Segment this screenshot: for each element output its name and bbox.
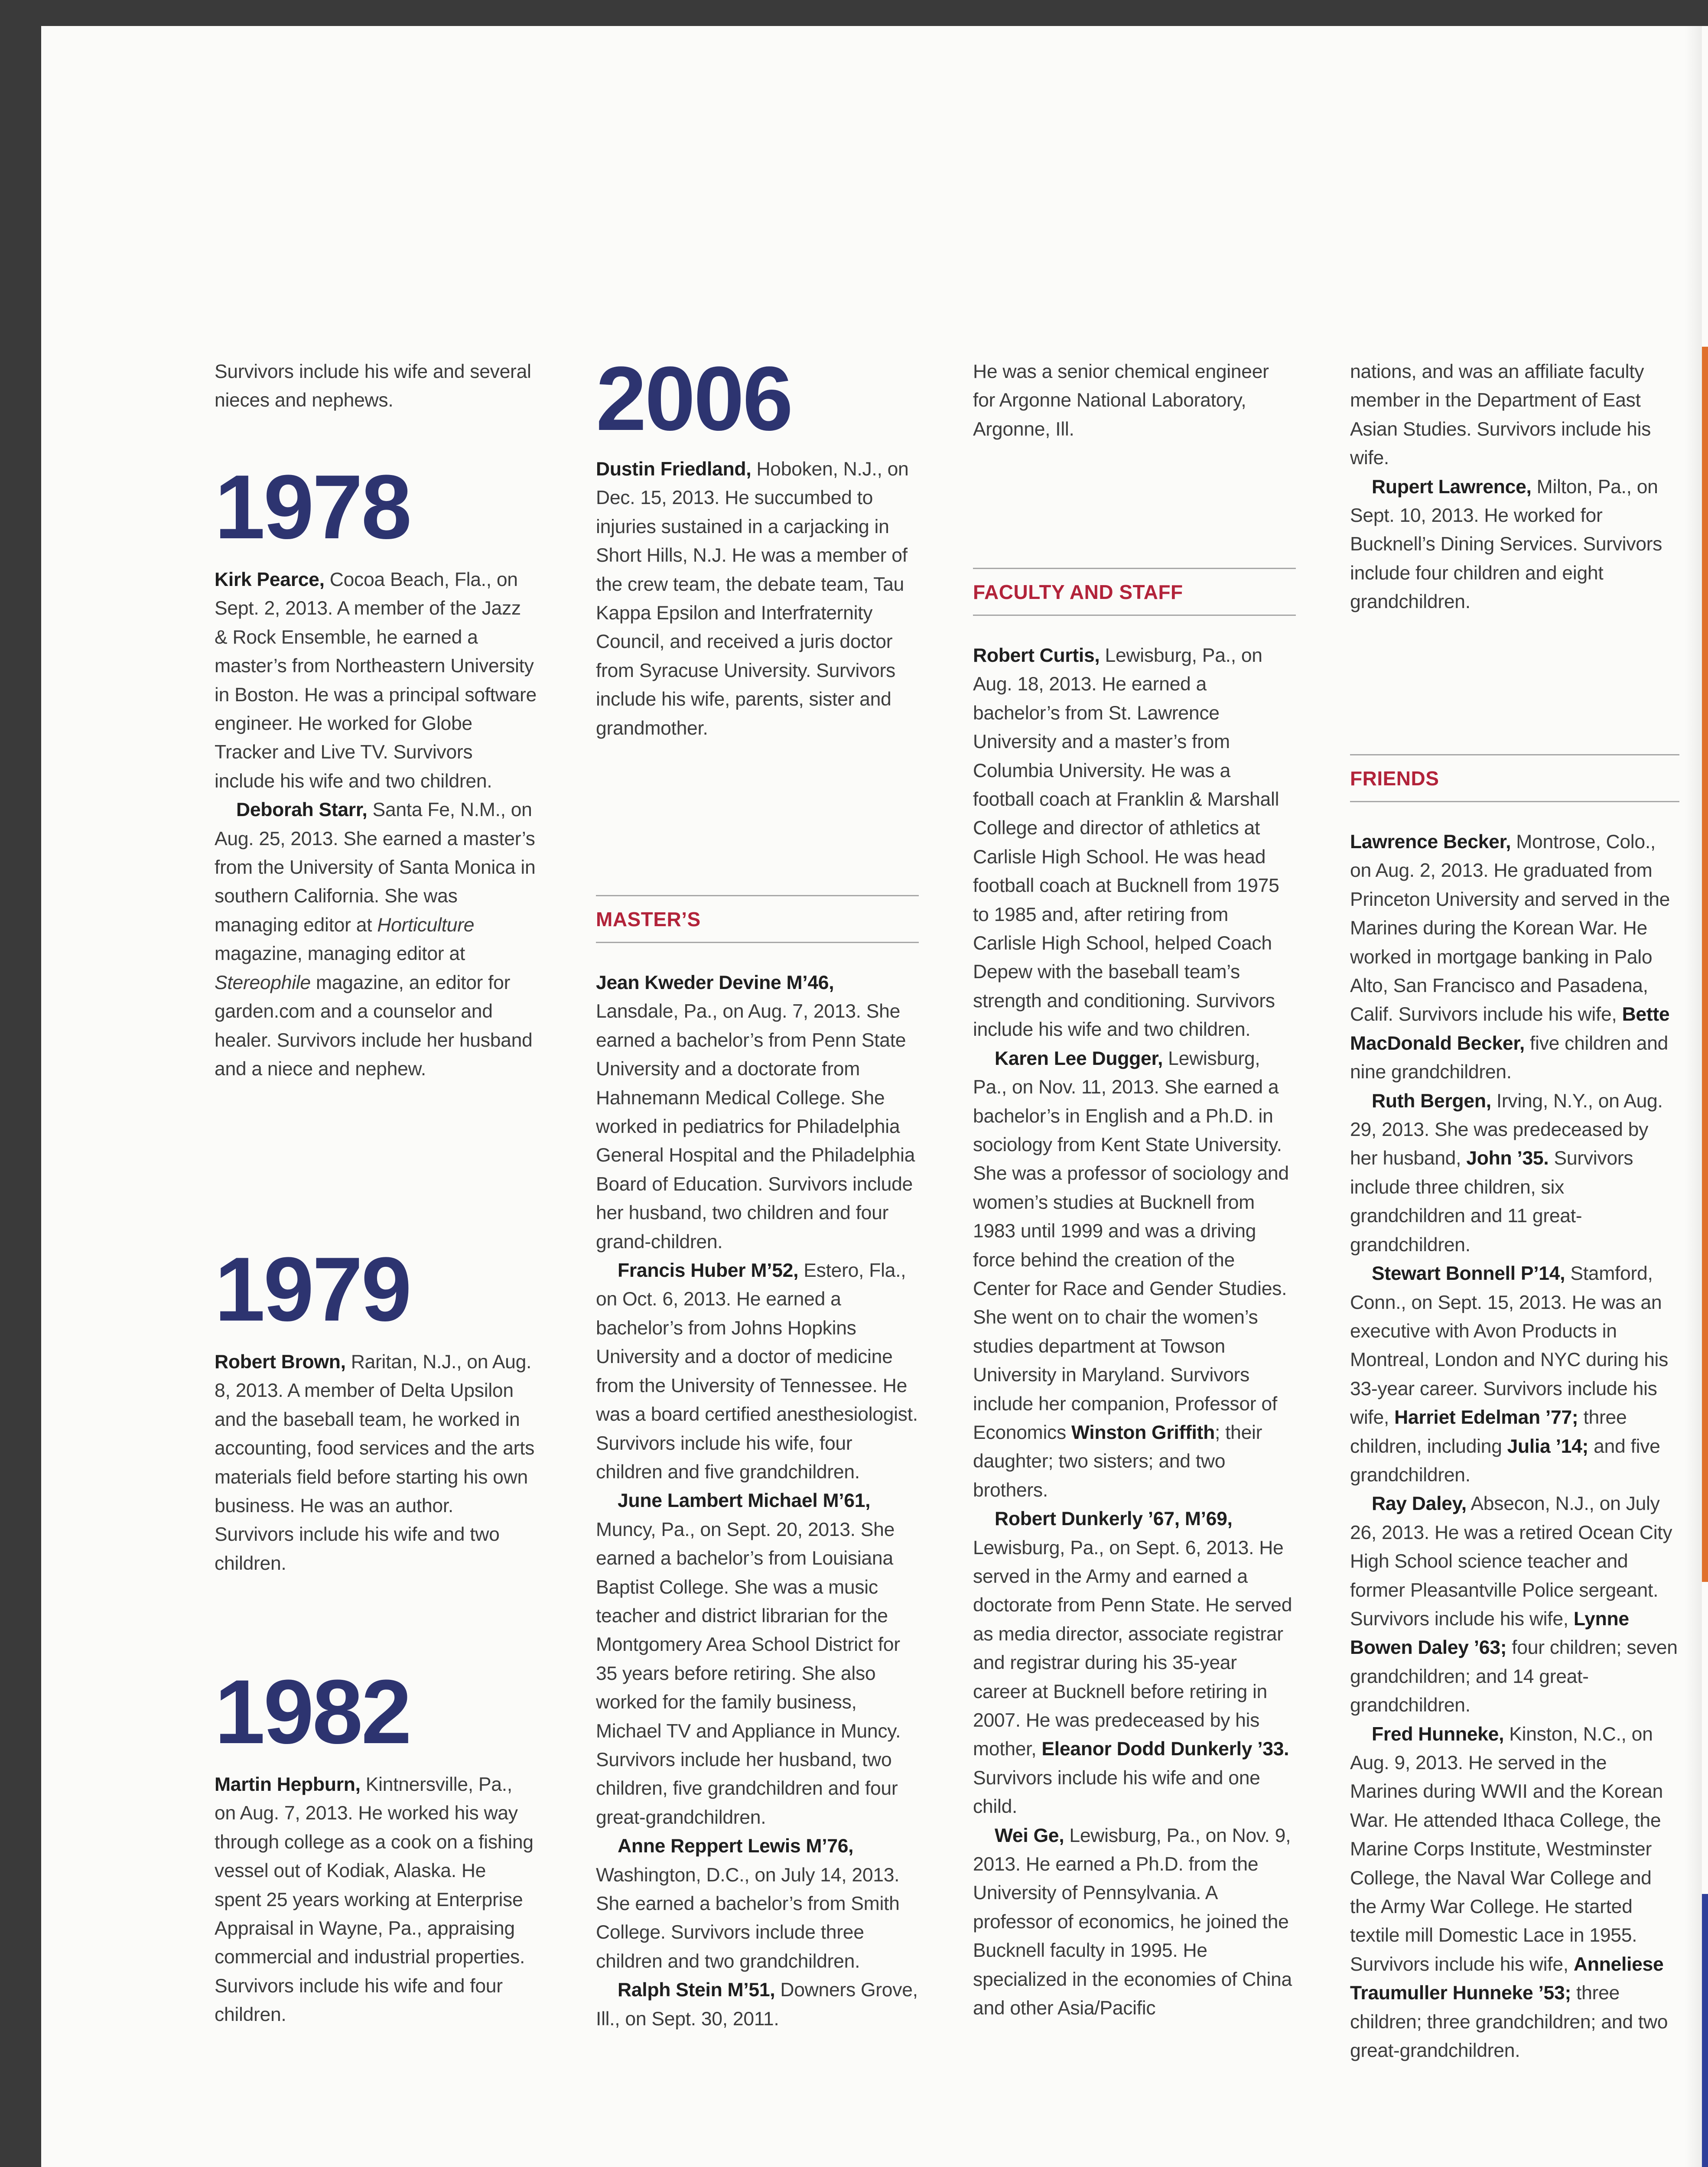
obituary-robert-curtis	[973, 641, 1296, 1044]
masters-obituaries	[596, 969, 919, 2034]
obituary-text: ; their daughter; two sisters; and two brothers.	[973, 1422, 1262, 1501]
section-header-friends: FRIENDS	[1350, 754, 1679, 802]
obituary-text: five children and nine grandchildren.	[1350, 1032, 1669, 1083]
obituary-name: Robert Curtis,	[973, 645, 1100, 666]
obituary-name: Martin Hepburn,	[215, 1774, 361, 1795]
obituary-name: Rupert Lawrence,	[1372, 476, 1532, 498]
year-heading-2006: 2006	[596, 348, 792, 449]
relative-name: Harriet Edelman ’77;	[1394, 1407, 1578, 1428]
obituary-text: Survivors include his wife and one child.	[973, 1767, 1260, 1818]
obituary-text: Lansdale, Pa., on Aug. 7, 2013. She earned a bachelor’s from Penn State University and a doctorate from Hahnemann Medical College. She worked in pediatrics for Philadelphia General Hospital and the Philadelphia Board of Education. Survivors include her husband, two children and four grand-children.	[596, 1001, 915, 1253]
section-header-masters: MASTER’S	[596, 895, 919, 943]
obituary-text: Santa Fe, N.M., on Aug. 25, 2013. She earned a master’s from the University of Santa Monica in southern California. She was managing editor at	[215, 799, 536, 936]
obituary-robert-brown	[215, 1348, 537, 1578]
obituary-name: Ray Daley,	[1372, 1493, 1467, 1515]
obituary-text: three children; three grandchildren; and two great-grandchildren.	[1350, 1982, 1668, 2062]
obituary-text: Milton, Pa., on Sept. 10, 2013. He worked for Bucknell’s Dining Services. Survivors include four children and eight grandchildren.	[1350, 476, 1662, 613]
relative-name: John ’35.	[1466, 1148, 1549, 1169]
year-heading-1979: 1979	[215, 1238, 410, 1340]
obituary-text: and five grandchildren.	[1350, 1435, 1660, 1486]
obituary-text: Lewisburg, Pa., on Sept. 6, 2013. He served in the Army and earned a doctorate from Penn State. He served as media director, associate registrar and registrar during his 35-year career at Bucknell before retiring in 2007. He was predeceased by his mother,	[973, 1537, 1292, 1760]
friends-obituaries	[1350, 828, 1679, 2065]
obituary-text: Lewisburg, Pa., on Nov. 9, 2013. He earned a Ph.D. from the University of Pennsylvania. A professor of economics, he joined the Bucknell faculty in 1995. He specialized in the economies of China and other Asia/Pacific	[973, 1825, 1292, 2019]
obituary-francis-huber	[596, 1256, 919, 1487]
obituary-text: Survivors include three children, six grandchildren and 11 great-grandchildren.	[1350, 1148, 1633, 1256]
obituary-name: Deborah Starr,	[236, 799, 368, 821]
obituary-stewart-bonnell	[1350, 1259, 1679, 1490]
obituary-name: Wei Ge,	[995, 1825, 1064, 1846]
col1-intro: Survivors include his wife and several nieces and nephews.	[215, 361, 531, 411]
obituary-anne-reppert-lewis	[596, 1832, 919, 1976]
obituary-kirk-pearce	[215, 566, 537, 1084]
relative-name: Lynne Bowen Daley ’63;	[1350, 1608, 1629, 1659]
obituary-text: Lewisburg, Pa., on Nov. 11, 2013. She earned a bachelor’s in English and a Ph.D. in sociology from Kent State University. She was a professor of sociology and women’s studies at Bucknell from 1983 until 1999 and was a driving force behind the creation of the Center for Race and Gender Studies. She went on to chair the women’s studies department at Towson University in Maryland. Survivors include her companion, Professor of Economics	[973, 1048, 1289, 1443]
section-header-faculty-and-staff: FACULTY AND STAFF	[973, 568, 1296, 616]
magazine-title: Stereophile	[215, 972, 311, 993]
faculty-obituaries	[973, 641, 1296, 2023]
col4-top	[1350, 358, 1679, 617]
obituary-ralph-stein	[596, 1976, 919, 2034]
obituary-name: Ralph Stein M’51,	[618, 1979, 775, 2001]
obituary-fred-hunneke	[1350, 1720, 1679, 2066]
obituary-text: Cocoa Beach, Fla., on Sept. 2, 2013. A member of the Jazz & Rock Ensemble, he earned a master’s from Northeastern University in Boston. He was a principal software engineer. He worked for Globe Tracker and Live TV. Survivors include his wife and two children.	[215, 569, 537, 792]
obituary-text: Kinston, N.C., on Aug. 9, 2013. He served in the Marines during WWII and the Korean War. He attended Ithaca College, the Marine Corps Institute, Westminster College, the Naval War College and the Army War College. He started textile mill Domestic Lace in 1955. Survivors include his wife,	[1350, 1723, 1663, 1975]
magazine-title: Horticulture	[377, 914, 475, 936]
obituary-text: Washington, D.C., on July 14, 2013. She earned a bachelor’s from Smith College. Survivors include three children and two grandchildren.	[596, 1864, 900, 1972]
obituary-martin-hepburn	[215, 1770, 537, 2030]
obituary-text: Muncy, Pa., on Sept. 20, 2013. She earned a bachelor’s from Louisiana Baptist College. She was a music teacher and district librarian for the Montgomery Area School District for 35 years before retiring. She also worked for the family business, Michael TV and Appliance in Muncy. Survivors include her husband, two children, five grandchildren and four great-grandchildren.	[596, 1519, 901, 1828]
year-heading-1982: 1982	[215, 1661, 410, 1763]
obituary-deborah-starr	[215, 796, 537, 1084]
obituary-text: Lewisburg, Pa., on Aug. 18, 2013. He earned a bachelor’s from St. Lawrence University and a master’s from Columbia University. He was a football coach at Franklin & Marshall College and director of athletics at Carlisle High School. He was head football coach at Bucknell from 1975 to 1985 and, after retiring from Carlisle High School, helped Coach Depew with the baseball team’s strength and conditioning. Survivors include his wife and two children.	[973, 645, 1279, 1041]
obituary-ruth-bergen	[1350, 1087, 1679, 1259]
obituary-jean-kweder-devine	[596, 969, 919, 1256]
obituary-name: Francis Huber M’52,	[618, 1260, 799, 1282]
obituary-text: three children, including	[1350, 1407, 1627, 1457]
page-edge-blue-strip	[1702, 1894, 1708, 2167]
obituary-ray-daley	[1350, 1490, 1679, 1720]
obituary-karen-lee-dugger	[973, 1044, 1296, 1505]
page-content	[41, 26, 1708, 2167]
col4-intro: nations, and was an affiliate faculty member in the Department of East Asian Studies. Survivors include his wife.	[1350, 361, 1651, 469]
obituary-text: Stamford, Conn., on Sept. 15, 2013. He was an executive with Avon Products in Montreal, London and NYC during his 33-year career. Survivors include his wife,	[1350, 1263, 1669, 1428]
relative-name: Bette MacDonald Becker,	[1350, 1004, 1670, 1054]
obituary-text: magazine, an editor for garden.com and a counselor and healer. Survivors include her husband and a niece and nephew.	[215, 972, 533, 1080]
obituary-text: Absecon, N.J., on July 26, 2013. He was a retired Ocean City High School science teacher and former Pleasantville Police sergeant. Survivors include his wife,	[1350, 1493, 1672, 1630]
obituary-text: Irving, N.Y., on Aug. 29, 2013. She was predeceased by her husband,	[1350, 1090, 1663, 1169]
obituary-name: Stewart Bonnell P’14,	[1372, 1263, 1565, 1285]
obituary-text: Kintnersville, Pa., on Aug. 7, 2013. He worked his way through college as a cook on a fishing vessel out of Kodiak, Alaska. He spent 25 years working at Enterprise Appraisal in Wayne, Pa., appraising commercial and industrial properties. Survivors include his wife and four children.	[215, 1774, 534, 2026]
obituary-name: Dustin Friedland,	[596, 459, 752, 480]
obituary-text: Montrose, Colo., on Aug. 2, 2013. He graduated from Princeton University and served in the Marines during the Korean War. He worked in mortgage banking in Palo Alto, San Francisco and Pasadena, Calif. Survivors include his wife,	[1350, 831, 1670, 1025]
obituary-name: Robert Brown,	[215, 1351, 346, 1373]
magazine-page	[41, 26, 1708, 2167]
obituary-dustin-friedland	[596, 455, 919, 743]
obituary-rupert-lawrence	[1350, 473, 1679, 617]
page-edge-orange-strip	[1702, 347, 1708, 1582]
relative-name: Julia ’14;	[1507, 1435, 1589, 1457]
page-edge-shadow	[1685, 26, 1702, 2167]
obituary-text: four children; seven grandchildren; and 14 great-grandchildren.	[1350, 1637, 1678, 1716]
obituary-name: Lawrence Becker,	[1350, 831, 1511, 852]
obituary-name: Fred Hunneke,	[1372, 1723, 1504, 1745]
relative-name: Eleanor Dodd Dunkerly ’33.	[1041, 1738, 1289, 1760]
col3-intro: He was a senior chemical engineer for Argonne National Laboratory, Argonne, Ill.	[973, 361, 1269, 440]
obituary-text: magazine, managing editor at	[215, 943, 465, 965]
relative-name: Winston Griffith	[1071, 1422, 1215, 1443]
obituary-text: Estero, Fla., on Oct. 6, 2013. He earned a bachelor’s from Johns Hopkins University and a doctor of medicine from the University of Tennessee. He was a board certified anesthesiologist. Survivors include his wife, four children and five grandchildren.	[596, 1260, 918, 1483]
relative-name: Anneliese Traumuller Hunneke ’53;	[1350, 1953, 1664, 2004]
obituary-wei-ge	[973, 1822, 1296, 2023]
obituary-lawrence-becker	[1350, 828, 1679, 1087]
obituary-name: Jean Kweder Devine M’46,	[596, 972, 834, 993]
obituary-text: Hoboken, N.J., on Dec. 15, 2013. He succumbed to injuries sustained in a carjacking in Short Hills, N.J. He was a member of the crew team, the debate team, Tau Kappa Epsilon and Interfraternity Council, and received a juris doctor from Syracuse University. Survivors include his wife, parents, sister and grandmother.	[596, 459, 909, 739]
obituary-name: Kirk Pearce,	[215, 569, 325, 590]
year-heading-1978: 1978	[215, 456, 410, 558]
obituary-name: Karen Lee Dugger,	[995, 1048, 1163, 1069]
obituary-name: Robert Dunkerly ’67, M’69,	[995, 1508, 1233, 1530]
obituary-name: Ruth Bergen,	[1372, 1090, 1491, 1112]
obituary-robert-dunkerly	[973, 1505, 1296, 1821]
obituary-name: Anne Reppert Lewis M’76,	[618, 1835, 854, 1857]
obituary-june-lambert-michael	[596, 1487, 919, 1832]
obituary-name: June Lambert Michael M’61,	[618, 1490, 871, 1512]
obituary-text: Raritan, N.J., on Aug. 8, 2013. A member of Delta Upsilon and the baseball team, he worked in accounting, food services and the arts materials field before starting his own business. He was an author. Survivors include his wife and two children.	[215, 1351, 535, 1574]
obituary-text: Downers Grove, Ill., on Sept. 30, 2011.	[596, 1979, 918, 2030]
